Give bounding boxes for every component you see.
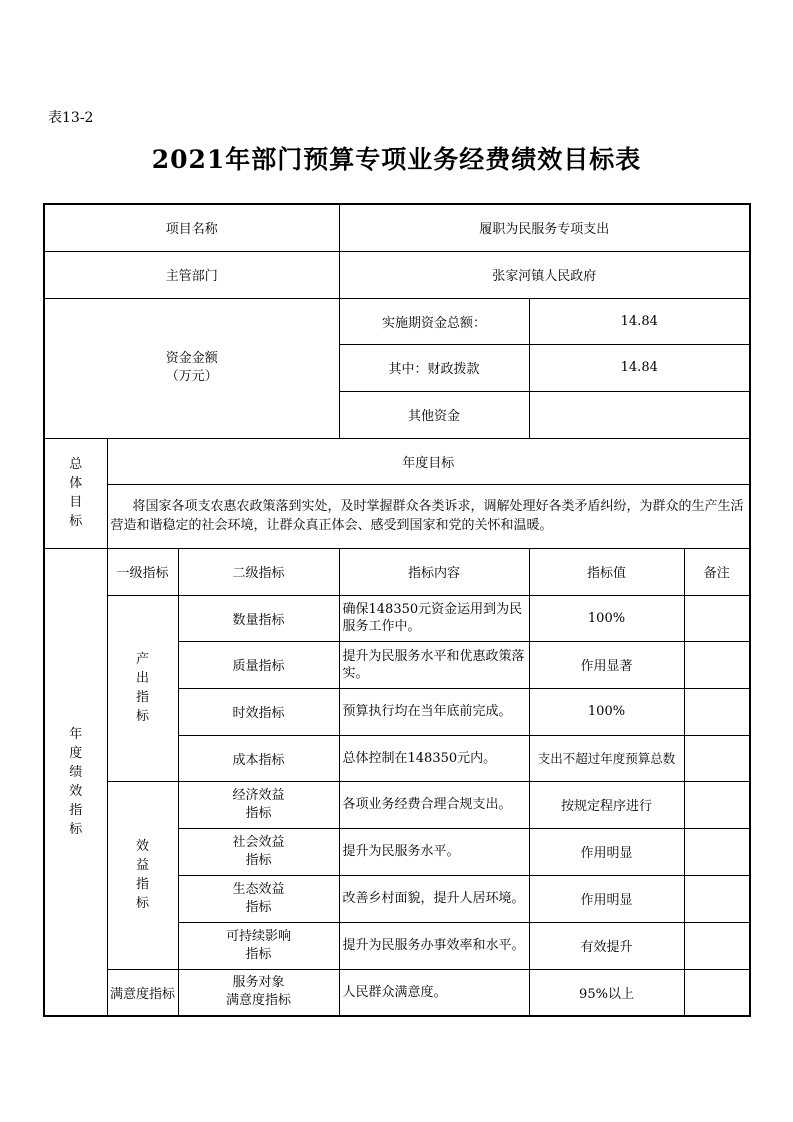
header-content: 指标内容 (339, 548, 529, 595)
level2-cell (178, 828, 339, 875)
side-char: 指 (135, 877, 149, 892)
side-char: 标 (69, 514, 83, 529)
level2-line: 满意度指标 (225, 993, 291, 1009)
note-cell (684, 828, 750, 875)
note-cell (684, 922, 750, 969)
content-cell: 各项业务经费合理合规支出。 (339, 781, 529, 828)
side-char: 年 (69, 726, 83, 742)
output-group-label (107, 595, 178, 781)
project-name-value: 履职为民服务专项支出 (339, 204, 750, 251)
level2-line: 经济效益 (232, 787, 285, 803)
overall-goal-text-row (44, 484, 750, 548)
overall-goal-header-row (44, 438, 750, 484)
side-char: 绩 (69, 764, 83, 780)
note-cell (684, 735, 750, 781)
annual-goal-header: 年度目标 (107, 438, 750, 484)
level2-line: 社会效益 (232, 834, 285, 850)
level2-line: 生态效益 (232, 881, 285, 897)
content-cell: 人民群众满意度。 (339, 969, 529, 1016)
value-cell: 95%以上 (529, 969, 684, 1016)
funds-total-row (44, 298, 750, 344)
annual-indicator-side-label (44, 548, 107, 1016)
level2-cell: 成本指标 (178, 735, 339, 781)
level2-line: 指标 (245, 899, 272, 915)
indicator-header-row (44, 548, 750, 595)
note-cell (684, 781, 750, 828)
level2-line: 指标 (245, 852, 272, 868)
side-char: 标 (69, 821, 83, 837)
table-row (44, 969, 750, 1016)
value-cell: 作用显著 (529, 641, 684, 688)
level2-cell: 数量指标 (178, 595, 339, 641)
value-cell: 100% (529, 688, 684, 735)
side-char: 度 (69, 745, 83, 761)
level2-line: 可持续影响 (225, 928, 291, 944)
value-cell: 有效提升 (529, 922, 684, 969)
level2-cell: 时效指标 (178, 688, 339, 735)
funds-label-line2: （万元） (165, 369, 218, 384)
level2-cell (178, 922, 339, 969)
header-value: 指标值 (529, 548, 684, 595)
note-cell (684, 969, 750, 1016)
note-cell (684, 688, 750, 735)
level2-cell: 质量指标 (178, 641, 339, 688)
funds-fiscal-value: 14.84 (529, 344, 750, 391)
department-label: 主管部门 (44, 251, 339, 298)
header-level1: 一级指标 (107, 548, 178, 595)
header-note: 备注 (684, 548, 750, 595)
performance-target-table (43, 203, 751, 1017)
side-char: 产 (135, 652, 149, 667)
funds-label-line1: 资金金额 (165, 351, 218, 366)
note-cell (684, 595, 750, 641)
table-row (44, 781, 750, 828)
side-char: 指 (69, 802, 83, 818)
project-name-label: 项目名称 (44, 204, 339, 251)
note-cell (684, 641, 750, 688)
side-char: 总 (69, 457, 83, 472)
note-cell (684, 875, 750, 922)
content-cell: 提升为民服务办事效率和水平。 (339, 922, 529, 969)
value-cell: 按规定程序进行 (529, 781, 684, 828)
funds-other-value (529, 391, 750, 438)
content-cell: 总体控制在148350元内。 (339, 735, 529, 781)
content-cell: 预算执行均在当年底前完成。 (339, 688, 529, 735)
level2-cell (178, 969, 339, 1016)
department-value: 张家河镇人民政府 (339, 251, 750, 298)
value-cell: 作用明显 (529, 828, 684, 875)
content-cell: 提升为民服务水平。 (339, 828, 529, 875)
satisfaction-group-label: 满意度指标 (107, 969, 178, 1016)
page-title: 2021年部门预算专项业务经费绩效目标表 (151, 145, 642, 174)
level2-cell (178, 875, 339, 922)
side-char: 目 (69, 495, 83, 510)
side-char: 指 (135, 690, 149, 705)
table-row (44, 595, 750, 641)
department-row (44, 251, 750, 298)
side-char: 标 (135, 896, 149, 911)
side-char: 益 (135, 858, 149, 873)
annual-goal-text: 将国家各项支农惠农政策落到实处，及时掌握群众各类诉求，调解处理好各类矛盾纠纷，为群众的生产生活营造和谐稳定的社会环境，让群众真正体会、感受到国家和党的关怀和温暖。 (107, 484, 750, 548)
funds-amount-label (44, 298, 339, 438)
funds-total-value: 14.84 (529, 298, 750, 344)
content-cell: 改善乡村面貌，提升人居环境。 (339, 875, 529, 922)
project-name-row (44, 204, 750, 251)
side-char: 出 (135, 671, 149, 686)
side-char: 标 (135, 709, 149, 724)
funds-other-label: 其他资金 (339, 391, 529, 438)
table-number: 表13-2 (48, 110, 94, 126)
overall-goal-side-label (44, 438, 107, 548)
header-level2: 二级指标 (178, 548, 339, 595)
value-cell: 支出不超过年度预算总数 (529, 735, 684, 781)
value-cell: 作用明显 (529, 875, 684, 922)
level2-line: 指标 (245, 946, 272, 962)
content-cell: 提升为民服务水平和优惠政策落实。 (339, 641, 529, 688)
level2-cell (178, 781, 339, 828)
value-cell: 100% (529, 595, 684, 641)
content-cell: 确保148350元资金运用到为民服务工作中。 (339, 595, 529, 641)
benefit-group-label (107, 781, 178, 969)
funds-fiscal-label: 其中：财政拨款 (339, 344, 529, 391)
side-char: 效 (135, 839, 149, 854)
side-char: 效 (69, 783, 83, 799)
funds-total-label: 实施期资金总额： (339, 298, 529, 344)
side-char: 体 (69, 476, 83, 491)
level2-line: 指标 (245, 805, 272, 821)
level2-line: 服务对象 (232, 975, 285, 991)
